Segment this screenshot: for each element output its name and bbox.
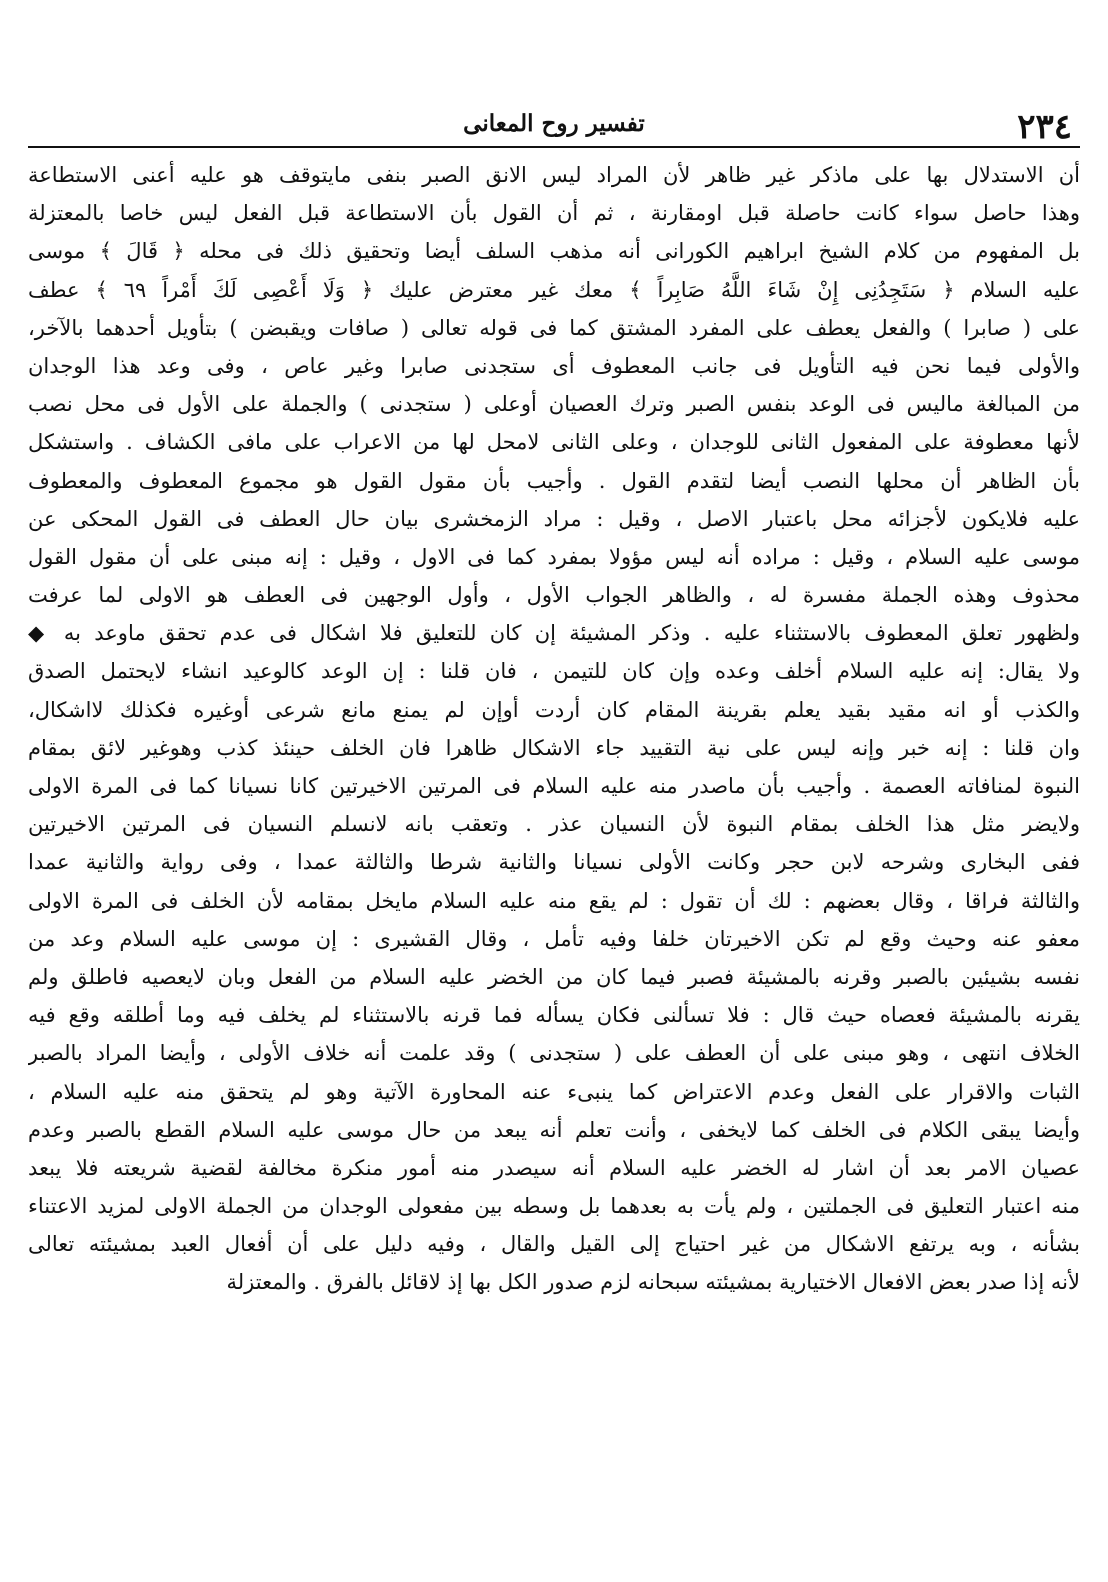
- text-line: عليه السلام ﴿ سَتَجِدُنِى إِنْ شَاءَ اللَّهُ صَابِراً ﴾ معك غير معترض عليك ﴿ وَلَا أَعْصِى لَكَ أَمْراً ٦٩ ﴾ عطف: [28, 277, 1080, 302]
- text-line: وان قلنا : إنه خبر وإنه ليس على نية التقييد جاء الاشكال ظاهرا فان الخلف حينئذ كذب وهوغير لائق بمقام: [28, 735, 1080, 760]
- text-line: على ( صابرا ) والفعل يعطف على المفرد المشتق كما فى قوله تعالى ( صافات ويقبضن ) بتأويل أحدهما بالآخر،: [28, 315, 1080, 340]
- text-line: وهذا حاصل سواء كانت حاصلة قبل اومقارنة ، ثم أن القول بأن الاستطاعة قبل الفعل ليس خاصا بالمعتزلة: [28, 201, 1080, 226]
- body-text: [28, 156, 1080, 1302]
- text-line: عصيان الامر بعد أن اشار له الخضر عليه السلام أنه سيصدر منه أمور منكرة مخالفة لقضية شريعته فلا يبعد: [28, 1155, 1080, 1180]
- text-line: لأنها معطوفة على المفعول الثانى للوجدان ، وعلى الثانى لامحل لها من الاعراب على مافى الكشاف . واستشكل: [28, 430, 1080, 455]
- text-line: الثبات والاقرار على الفعل وعدم الاعتراض كما ينبىء عنه المحاورة الآتية وهو لم يتحقق منه عليه السلام ،: [28, 1079, 1080, 1104]
- text-line: والكذب أو انه مقيد بقيد يعلم بقرينة المقام كان أردت أوإن لم يمنع مانع شرعى أوغيره فكذلك لااشكال،: [28, 697, 1080, 722]
- text-line: بل المفهوم من كلام الشيخ ابراهيم الكورانى أنه مذهب السلف أيضا وتحقيق ذلك فى محله ﴿ قَالَ ﴾ موسى: [28, 239, 1080, 264]
- text-line: أن الاستدلال بها على ماذكر غير ظاهر لأن المراد ليس الانق الصبر بنفى مايتوقف هو عليه أعنى الاستطاعة: [28, 163, 1080, 187]
- text-line: من المبالغة ماليس فى الوعد بنفس الصبر وترك العصيان أوعلى ( ستجدنى ) والجملة على الأول فى محل نصب: [28, 392, 1080, 417]
- page-number: ٢٣٤: [1017, 107, 1072, 147]
- text-line: الخلاف انتهى ، وهو مبنى على أن العطف على ( ستجدنى ) وقد علمت أنه خلاف الأولى ، وأيضا المراد بالصبر: [28, 1041, 1080, 1066]
- page-header: [28, 70, 1080, 148]
- book-title: تفسير روح المعانى: [463, 110, 645, 137]
- text-line: بشأنه ، وبه يرتفع الاشكال من غير احتياج إلى القيل والقال ، وفيه دليل على أن أفعال العبد بمشيئته تعالى: [28, 1232, 1080, 1257]
- text-line: وأيضا يبقى الكلام فى الخلف كما لايخفى ، وأنت تعلم أنه يبعد من حال موسى عليه السلام القطع بالصبر وعدم: [28, 1117, 1080, 1142]
- text-line: ولا يقال: إنه عليه السلام أخلف وعده وإن كان للتيمن ، فان قلنا : إن الوعد كالوعيد انشاء لايحتمل الصدق: [28, 659, 1080, 684]
- text-line: لأنه إذا صدر بعض الافعال الاختيارية بمشيئته سبحانه لزم صدور الكل بها إذ لاقائل بالفرق . والمعتزلة: [226, 1270, 1080, 1295]
- text-line: ولايضر مثل هذا الخلف بمقام النبوة لأن النسيان عذر . وتعقب بانه لانسلم النسيان فى المرتين الاخيرتين: [28, 812, 1080, 837]
- text-line: النبوة لمنافاته العصمة . وأجيب بأن ماصدر منه عليه السلام فى المرتين الاخيرتين كانا نسيانا كما فى المرة الاولى: [28, 774, 1080, 798]
- text-line: محذوف وهذه الجملة مفسرة له ، والظاهر الجواب الأول ، وأول الوجهين فى العطف هو الاولى لما عرفت: [28, 583, 1080, 608]
- text-line: موسى عليه السلام ، وقيل : مراده أنه ليس مؤولا بمفرد كما فى الاول ، وقيل : إنه مبنى على أن مقول القول: [28, 544, 1080, 569]
- page: [28, 70, 1080, 1302]
- text-line: نفسه بشيئين بالصبر وقرنه بالمشيئة فصبر فيما كان من الخضر عليه السلام من الفعل وبان لايعصيه فاطلق ولم: [28, 964, 1080, 989]
- text-line: والثالثة فراقا ، وقال بعضهم : لك أن تقول : لم يقع منه عليه السلام مايخل بمقامه لأن الخلف فى المرة الاولى: [28, 888, 1080, 913]
- text-line: منه اعتبار التعليق فى الجملتين ، ولم يأت به بعدهما بل وسطه بين مفعولى الوجدان من الجملة الاولى لمزيد الاعتناء: [28, 1194, 1080, 1219]
- text-line: ولظهور تعلق المعطوف بالاستثناء عليه . وذكر المشيئة إن كان للتعليق فلا اشكال فى عدم تحقق ماوعد به ◆: [28, 621, 1080, 646]
- text-line: معفو عنه وحيث وقع لم تكن الاخيرتان خلفا وفيه تأمل ، وقال القشيرى : إن موسى عليه السلام وعد من: [28, 926, 1080, 951]
- text-line: بأن الظاهر أن محلها النصب أيضا لتقدم القول . وأجيب بأن مقول القول هو مجموع المعطوف والمعطوف: [28, 468, 1080, 493]
- text-line: ففى البخارى وشرحه لابن حجر وكانت الأولى نسيانا والثانية شرطا والثالثة عمدا ، وفى رواية والثانية عمدا: [28, 850, 1080, 875]
- text-line: يقرنه بالمشيئة فعصاه حيث قال : فلا تسألنى فكان يسأله فما قرنه بالاستثناء لم يخلف فيه وما أطلقه وقع فيه: [28, 1003, 1080, 1028]
- text-line: عليه فلايكون لأجزائه محل باعتبار الاصل ، وقيل : مراد الزمخشرى بيان حال العطف فى القول المحكى عن: [28, 506, 1080, 531]
- text-line: والأولى فيما نحن فيه التأويل فى جانب المعطوف أى ستجدنى صابرا وغير عاص ، وفى وعد هذا الوجدان: [28, 353, 1080, 378]
